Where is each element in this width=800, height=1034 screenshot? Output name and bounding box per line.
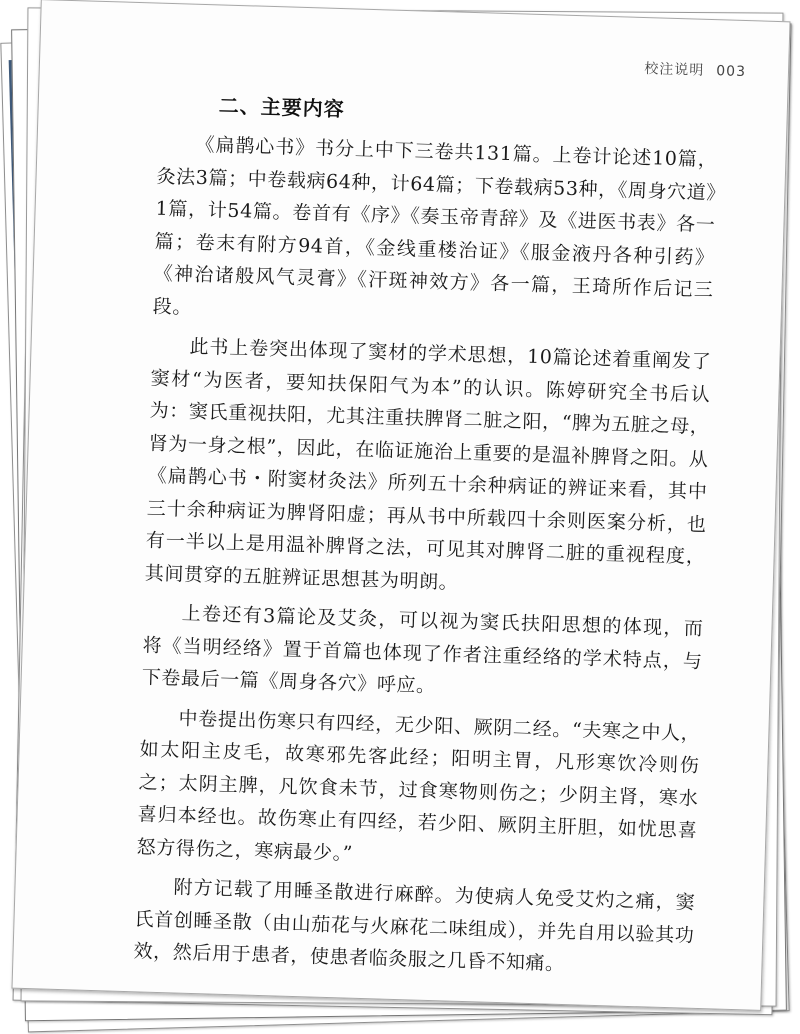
- paragraph-middle-volume: 中卷提出伤寒只有四经，无少阳、厥阴二经。“夫寒之中人，如太阳主皮毛，故寒邪先客此经；阳明主胃，凡形寒饮冷则伤之；太阴主脾，凡饮食未节，过食寒物则伤之；少阴主肾，寒水喜归本经也。故伤寒止有四经，若少阳、厥阴主肝胆，如忧思喜怒方得伤之，寒病最少。”: [136, 707, 701, 865]
- section-heading: 二、主要内容: [218, 93, 346, 122]
- running-title: 校注说明: [644, 61, 705, 79]
- running-header: [644, 58, 746, 81]
- paragraph-appendix-anesthesia: 附方记载了用睡圣散进行麻醉。为使病人免受艾灼之痛，窦氏首创睡圣散（由山茄花与火麻花二味组成），并先自用以验其功效，然后用于患者，使患者临灸服之几昏不知痛。: [133, 876, 696, 976]
- page-number: 003: [716, 63, 747, 81]
- paragraph-upper-volume: 此书上卷突出体现了窦材的学术思想，10篇论述着重阐发了窦材“为医者，要知扶保阳气为本”的认识。陈婷研究全书后认为：窦氏重视扶阳，尤其注重扶脾肾二脏之阳，“脾为五脏之母，肾为一身之根”，因此，在临证施治上重要的是温补脾肾之阳。从《扁鹊心书・附窦材灸法》所列五十余种病证的辨证来看，其中三十余种病证为脾肾阳虚；再从书中所载四十余则医案分析，也有一半以上是用温补脾肾之法，可见其对脾肾二脏的重视程度，其间贯穿的五脏辨证思想甚为明朗。: [144, 335, 712, 594]
- paragraph-moxibustion: 上卷还有3篇论及艾灸，可以视为窦氏扶阳思想的体现，而将《当明经络》置于首篇也体现了作者注重经络的学术特点，与下卷最后一篇《周身各穴》呼应。: [141, 602, 704, 698]
- paragraph-overview: 《扁鹊心书》书分上中下三卷共131篇。上卷计论述10篇，灸法3篇；中卷载病64种，计64篇；下卷载病53种，《周身穴道》1篇，计54篇。卷首有《序》《奏玉帝青辞》及《进医书表》各一篇；卷末有附方94首，《金线重楼治证》《服金液丹各种引药》《神治诸般风气灵膏》《汗斑神效方》各一篇，王琦所作后记三段。: [152, 133, 718, 319]
- front-page: [11, 0, 790, 1011]
- body-text: [133, 128, 718, 992]
